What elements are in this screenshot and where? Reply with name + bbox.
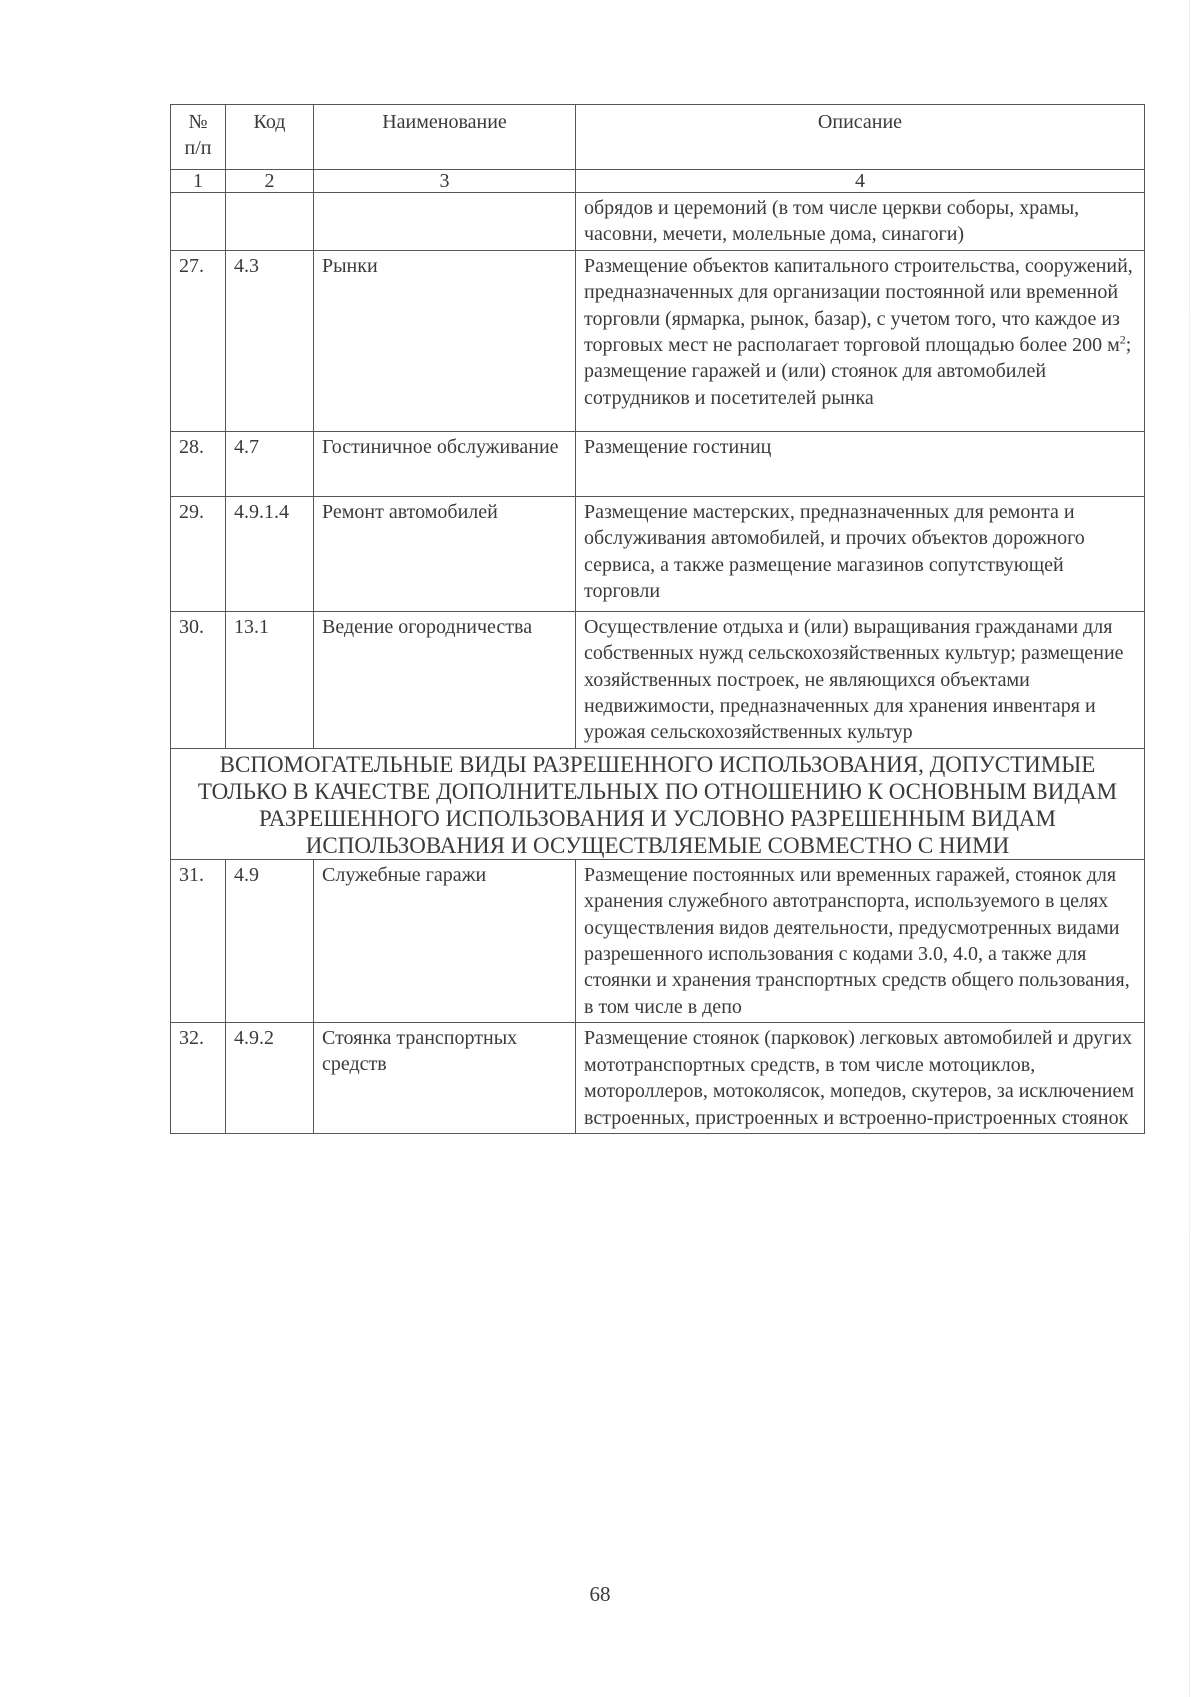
header-name: Наименование	[314, 105, 576, 170]
row-number: 29.	[171, 496, 226, 611]
row-name: Ремонт автомобилей	[314, 496, 576, 611]
column-number: 1	[171, 170, 226, 193]
table-row	[171, 1023, 1145, 1134]
superscript: 2	[1119, 332, 1126, 347]
column-number: 2	[226, 170, 314, 193]
row-description: Размещение мастерских, предназначенных для ремонта и обслуживания автомобилей, и прочих объектов дорожного сервиса, а также размещение магазинов сопутствующей торговли	[576, 496, 1145, 611]
section-heading: ВСПОМОГАТЕЛЬНЫЕ ВИДЫ РАЗРЕШЕННОГО ИСПОЛЬЗОВАНИЯ, ДОПУСТИМЫЕ ТОЛЬКО В КАЧЕСТВЕ ДОПОЛНИТЕЛЬНЫХ ПО ОТНОШЕНИЮ К ОСНОВНЫМ ВИДАМ РАЗРЕШЕННОГО ИСПОЛЬЗОВАНИЯ И УСЛОВНО РАЗРЕШЕННЫМ ВИДАМ ИСПОЛЬЗОВАНИЯ И ОСУЩЕСТВЛЯЕМЫЕ СОВМЕСТНО С НИМИ	[171, 748, 1145, 859]
row-number: 30.	[171, 611, 226, 748]
row-name: Стоянка транспортных средств	[314, 1023, 576, 1134]
column-number-row	[171, 170, 1145, 193]
header-code: Код	[226, 105, 314, 170]
row-description	[576, 250, 1145, 431]
row-number: 28.	[171, 431, 226, 496]
row-description: обрядов и церемоний (в том числе церкви соборы, храмы, часовни, мечети, молельные дома, синагоги)	[576, 193, 1145, 251]
section-heading-row	[171, 748, 1145, 859]
row-code: 4.9.2	[226, 1023, 314, 1134]
table-row	[171, 611, 1145, 748]
row-description-text: ; размещение гаражей и (или) стоянок для автомобилей сотрудников и посетителей рынка	[584, 334, 1132, 409]
table-row	[171, 431, 1145, 496]
page-number: 68	[589, 1582, 611, 1606]
column-number: 3	[314, 170, 576, 193]
row-name: Гостиничное обслуживание	[314, 431, 576, 496]
row-number: 27.	[171, 250, 226, 431]
header-description: Описание	[576, 105, 1145, 170]
row-code: 4.3	[226, 250, 314, 431]
table-row	[171, 250, 1145, 431]
land-use-table	[170, 104, 1145, 1134]
row-code: 4.7	[226, 431, 314, 496]
table-header-row	[171, 105, 1145, 170]
row-number: 32.	[171, 1023, 226, 1134]
row-name: Служебные гаражи	[314, 859, 576, 1022]
scan-edge-line	[1189, 0, 1190, 1697]
table-row	[171, 496, 1145, 611]
row-number: 31.	[171, 859, 226, 1022]
row-name: Рынки	[314, 250, 576, 431]
row-code: 4.9	[226, 859, 314, 1022]
column-number: 4	[576, 170, 1145, 193]
row-description: Размещение гостиниц	[576, 431, 1145, 496]
row-description: Размещение стоянок (парковок) легковых автомобилей и других мототранспортных средств, в том числе мотоциклов, мотороллеров, мотоколясок, мопедов, скутеров, за исключением встроенных, пристроенных и встроенно-пристроенных стоянок	[576, 1023, 1145, 1134]
row-code: 4.9.1.4	[226, 496, 314, 611]
row-code: 13.1	[226, 611, 314, 748]
row-description-text: Размещение объектов капитального строительства, сооружений, предназначенных для организации постоянной или временной торговли (ярмарка, рынок, базар), с учетом того, что каждое из торговых мест не располагает торговой площадью более 200 м	[584, 254, 1133, 357]
row-description: Осуществление отдыха и (или) выращивания гражданами для собственных нужд сельскохозяйственных культур; размещение хозяйственных построек, не являющихся объектами недвижимости, предназначенных для хранения инвентаря и урожая сельскохозяйственных культур	[576, 611, 1145, 748]
table-row	[171, 859, 1145, 1022]
row-description: Размещение постоянных или временных гаражей, стоянок для хранения служебного автотранспорта, используемого в целях осуществления видов деятельности, предусмотренных видами разрешенного использования с кодами 3.0, 4.0, а также для стоянки и хранения транспортных средств общего пользования, в том числе в депо	[576, 859, 1145, 1022]
header-number: № п/п	[171, 105, 226, 170]
table-row-continuation	[171, 193, 1145, 251]
row-name: Ведение огородничества	[314, 611, 576, 748]
